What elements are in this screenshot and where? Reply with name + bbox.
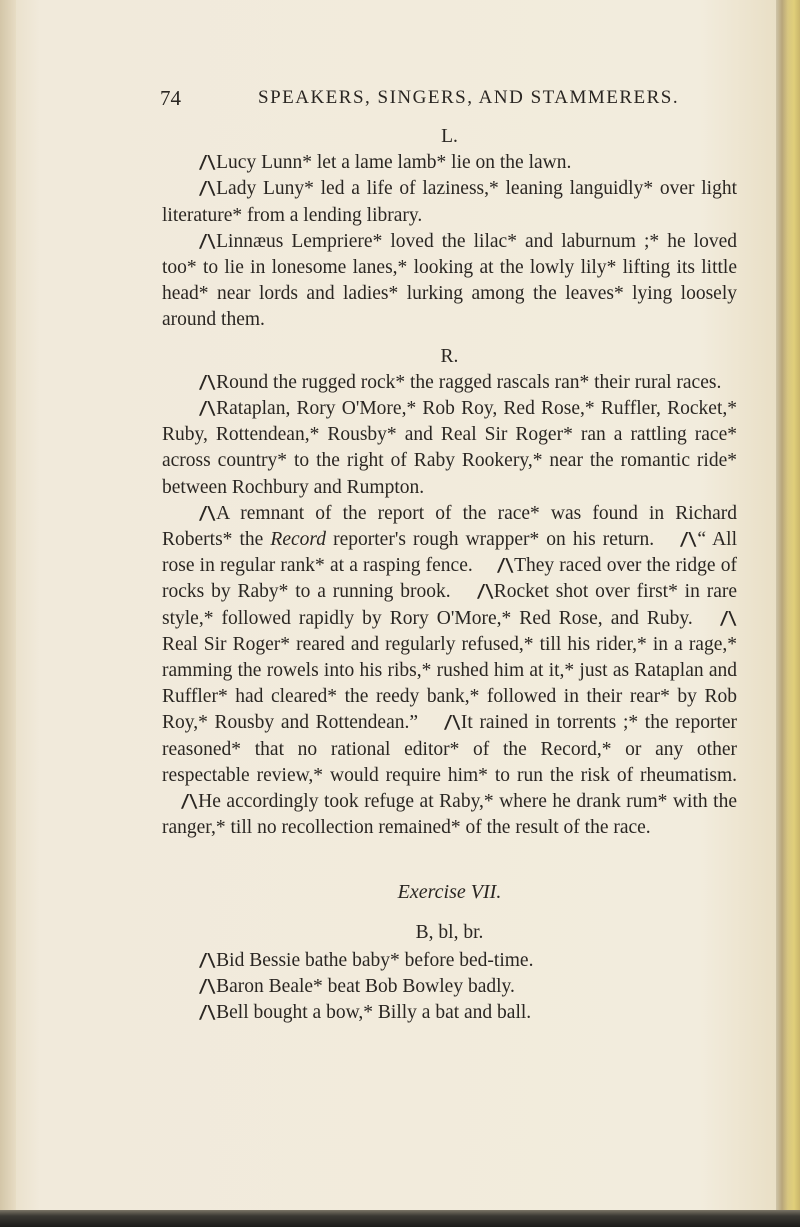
caret-mark: /\ xyxy=(199,178,216,200)
caret-mark: /\ xyxy=(496,555,514,577)
page-header xyxy=(160,86,680,114)
paragraph xyxy=(162,370,737,396)
section-heading-r: R. xyxy=(440,345,459,367)
exercise-line-text: Bell bought a bow,* Billy a bat and ball. xyxy=(216,1002,532,1024)
page-edge-right xyxy=(776,0,800,1227)
paragraph-text: Real Sir Roger* reared and regularly refused,* till his rider,* in a rage,* ramming the rowels into his ribs,* rushed him at it,* just as Rataplan and Ruffler* had cleared* the reedy bank,* followed in their rear* by Rob Roy,* Rousby and Rottendean.” xyxy=(162,633,737,734)
exercise-line xyxy=(162,948,737,974)
caret-mark: /\ xyxy=(199,371,216,393)
paragraph-text: Rataplan, Rory O'More,* Rob Roy, Red Rose,* Ruffler, Rocket,* Ruby, Rottendean,* Rousby* and Real Sir Roger* ran a rattling race* across country* to the right of Raby Rookery,* near the romantic ride* between Rochbury and Rumpton. xyxy=(162,398,737,498)
exercise-line xyxy=(162,1000,737,1026)
paragraph-text: He accordingly took refuge at Raby,* where he drank rum* with the ranger,* till no recollection remained* of the result of the race. xyxy=(162,791,737,839)
paragraph xyxy=(162,150,737,176)
paragraph xyxy=(162,501,737,842)
italic-record: Record xyxy=(270,529,327,551)
paragraph xyxy=(162,396,737,501)
caret-mark: /\ xyxy=(199,398,216,420)
paragraph-text: reporter's rough wrapper* on his return. xyxy=(333,529,655,551)
paragraph-text: Round the rugged rock* the ragged rascals ran* their rural races. xyxy=(216,371,722,393)
exercise-heading: B, bl, br. xyxy=(415,921,484,943)
caret-mark: /\ xyxy=(199,976,216,998)
caret-mark: /\ xyxy=(199,502,216,524)
caret-mark: /\ xyxy=(476,581,493,603)
running-head: SPEAKERS, SINGERS, AND STAMMERERS. xyxy=(258,87,680,108)
caret-mark: /\ xyxy=(199,949,216,971)
exercise-title: Exercise VII. xyxy=(397,881,502,904)
caret-mark: /\ xyxy=(199,152,216,174)
caret-mark: /\ xyxy=(199,230,216,252)
paragraph xyxy=(162,176,737,228)
paragraph-text: They raced over the ridge of rocks by Raby* to a running brook. xyxy=(162,555,738,603)
paragraph-text: Lady Luny* led a life of laziness,* leaning languidly* over light literature* from a lending library. xyxy=(162,178,737,226)
caret-mark: /\ xyxy=(719,607,737,629)
caret-mark: /\ xyxy=(680,529,697,551)
paragraph-text: Rocket shot over first* in rare style,* followed rapidly by Rory O'More,* Red Rose, and Ruby. xyxy=(162,581,738,629)
page-body xyxy=(162,124,737,1027)
caret-mark: /\ xyxy=(443,712,461,734)
caret-mark: /\ xyxy=(199,1002,216,1024)
paragraph-text: Lucy Lunn* let a lame lamb* lie on the lawn. xyxy=(216,152,572,174)
page-number: 74 xyxy=(160,86,181,110)
caret-mark: /\ xyxy=(181,791,198,813)
paragraph-text: “ All rose in regular rank* at a rasping fence. xyxy=(162,529,738,577)
paragraph xyxy=(162,229,737,334)
exercise-line-text: Bid Bessie bathe baby* before bed-time. xyxy=(216,949,534,971)
paragraph-text: A remnant of the report of the race* was found in Richard Roberts* the xyxy=(162,502,737,551)
exercise-line-text: Baron Beale* beat Bob Bowley badly. xyxy=(216,976,515,998)
page-edge-bottom xyxy=(0,1210,800,1227)
page-gutter xyxy=(0,0,16,1227)
paragraph-text: It rained in torrents ;* the reporter reasoned* that no rational editor* of the Record,* or any other respectable review,* would require him* to run the risk of rheumatism. xyxy=(162,712,738,786)
section-heading-l: L. xyxy=(441,126,458,147)
paragraph-text: Linnæus Lempriere* loved the lilac* and laburnum ;* he loved too* to lie in lonesome lanes,* looking at the lowly lily* lifting its little head* near lords and ladies* lurking among the leaves* lying loosely around them. xyxy=(162,230,737,331)
exercise-line xyxy=(162,974,737,1000)
